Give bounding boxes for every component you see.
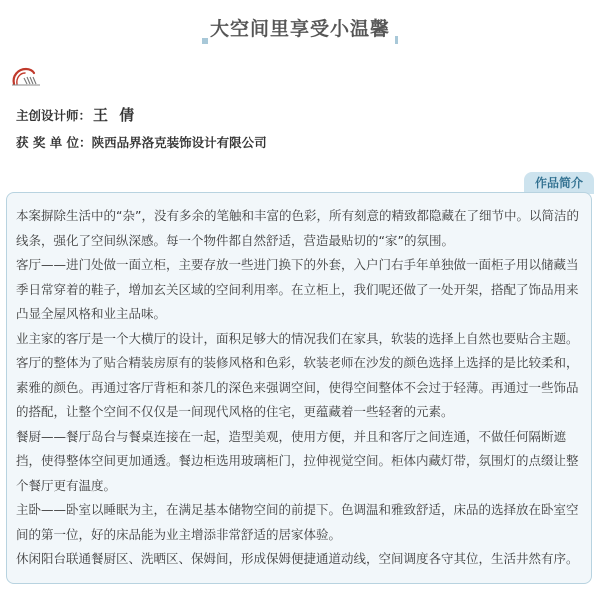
title-corner-right-decoration <box>395 36 398 44</box>
title-area <box>0 12 600 44</box>
intro-paragraph: 业主家的客厅是一个大横厅的设计，面积足够大的情况我们在家具，软装的选择上自然也要贴合主题。 <box>16 330 579 346</box>
title-corner-left-decoration <box>202 38 208 44</box>
intro-paragraph: 本案摒除生活中的“杂”，没有多余的笔触和丰富的色彩，所有刻意的精致都隐藏在了细节中。以简洁的线条，强化了空间纵深感。每一个物件都自然舒适，营造最贴切的“家”的氛围。 <box>16 208 579 248</box>
company-label: 获 奖 单 位： <box>16 135 92 150</box>
designer-line <box>16 104 137 125</box>
designer-label: 主创设计师： <box>16 108 92 123</box>
intro-body <box>16 204 588 572</box>
award-logo-icon <box>8 64 44 90</box>
intro-paragraph: 休闲阳台联通餐厨区、洗晒区、保姆间，形成保姆便捷通道动线，空间调度各守其位，生活井然有序。 <box>16 551 579 566</box>
designer-name: 王 倩 <box>93 106 138 124</box>
company-line <box>16 133 267 151</box>
page-title-text: 大空间里享受小温馨 <box>209 18 390 40</box>
page-title <box>202 12 398 44</box>
intro-paragraph: 客厅的整体为了贴合精装房原有的装修风格和色彩，软装老师在沙发的颜色选择上选择的是比较柔和，素雅的颜色。再通过客厅背柜和茶几的深色来强调空间，使得空间整体不会过于轻薄。再通过一些饰品的搭配，让整个空间不仅仅是一间现代风格的住宅，更蕴藏着一些轻奢的元素。 <box>16 355 579 419</box>
intro-paragraph: 主卧——卧室以睡眠为主，在满足基本储物空间的前提下。色调温和雅致舒适，床品的选择放在卧室空间的第一位，好的床品能为业主增添非常舒适的居家体验。 <box>16 502 579 542</box>
company-name: 陕西品界洛克装饰设计有限公司 <box>91 135 267 150</box>
intro-paragraph: 客厅——进门处做一面立柜，主要存放一些进门换下的外套，入户门右手年单独做一面柜子用以储藏当季日常穿着的鞋子，增加玄关区域的空间利用率。在立柜上，我们呢还做了一处开架，搭配了饰品用来凸显全屋风格和业主品味。 <box>16 257 579 321</box>
intro-tab: 作品简介 <box>524 172 594 194</box>
intro-paragraph: 餐厨——餐厅岛台与餐桌连接在一起，造型美观，使用方便，并且和客厅之间连通，不做任何隔断遮挡，使得整体空间更加通透。餐边柜选用玻璃柜门，拉伸视觉空间。柜体内藏灯带，氛围灯的点缀让整个餐厅更有温度。 <box>16 428 579 493</box>
